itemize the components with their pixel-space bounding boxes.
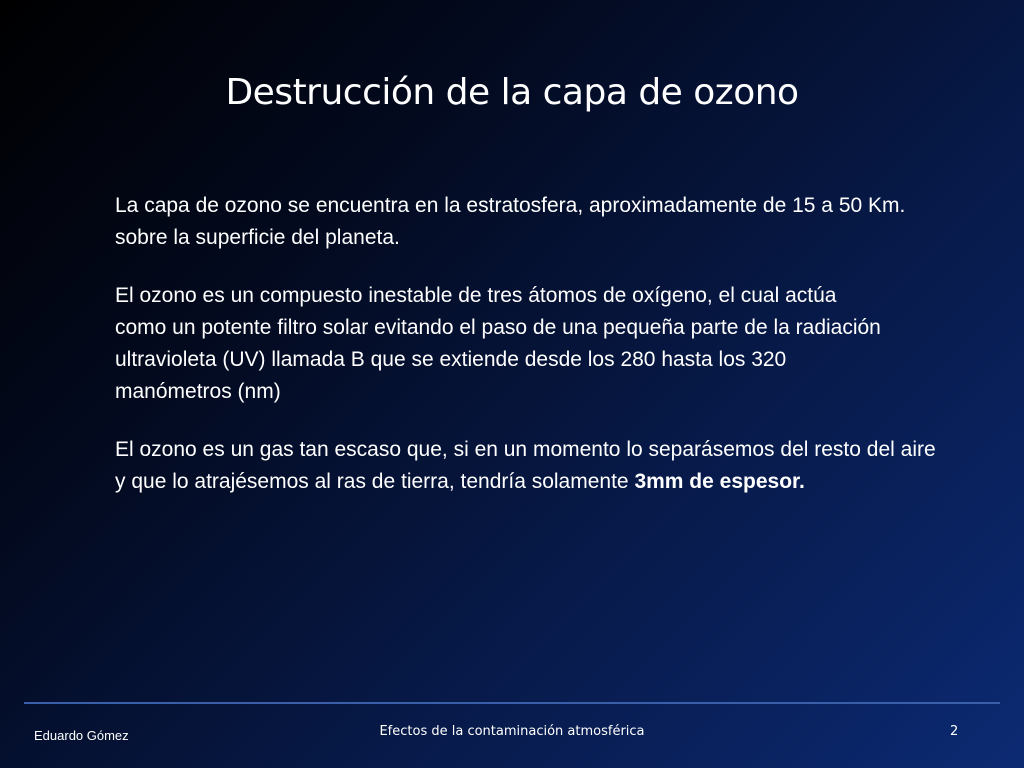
paragraph-ozone-composition: El ozono es un compuesto inestable de tres átomos de oxígeno, el cual actúa como un potente filtro solar evitando el paso de una pequeña parte de la radiación ultravioleta (UV) llamada B que se extiende desde los 280 hasta los 320 manómetros (nm) <box>115 284 881 403</box>
thickness-emphasis: 3mm de espesor. <box>634 470 805 493</box>
paragraph-ozone-location: La capa de ozono se encuentra en la estratosfera, aproximadamente de 15 a 50 Km. sobre la superficie del planeta. <box>115 194 906 249</box>
paragraph-ozone-thickness <box>115 434 945 498</box>
slide-title: Destrucción de la capa de ozono <box>225 72 799 113</box>
footer-page-number: 2 <box>950 724 959 739</box>
footer-divider <box>24 702 1000 704</box>
paragraph-ozone-thickness-text: El ozono es un gas tan escaso que, si en un momento lo separásemos del resto del aire y que lo atrajésemos al ras de tierra, tendría solamente <box>115 438 936 493</box>
footer-author: Eduardo Gómez <box>34 728 129 743</box>
slide-body <box>115 190 945 498</box>
footer-presentation-title: Efectos de la contaminación atmosférica <box>379 724 645 739</box>
